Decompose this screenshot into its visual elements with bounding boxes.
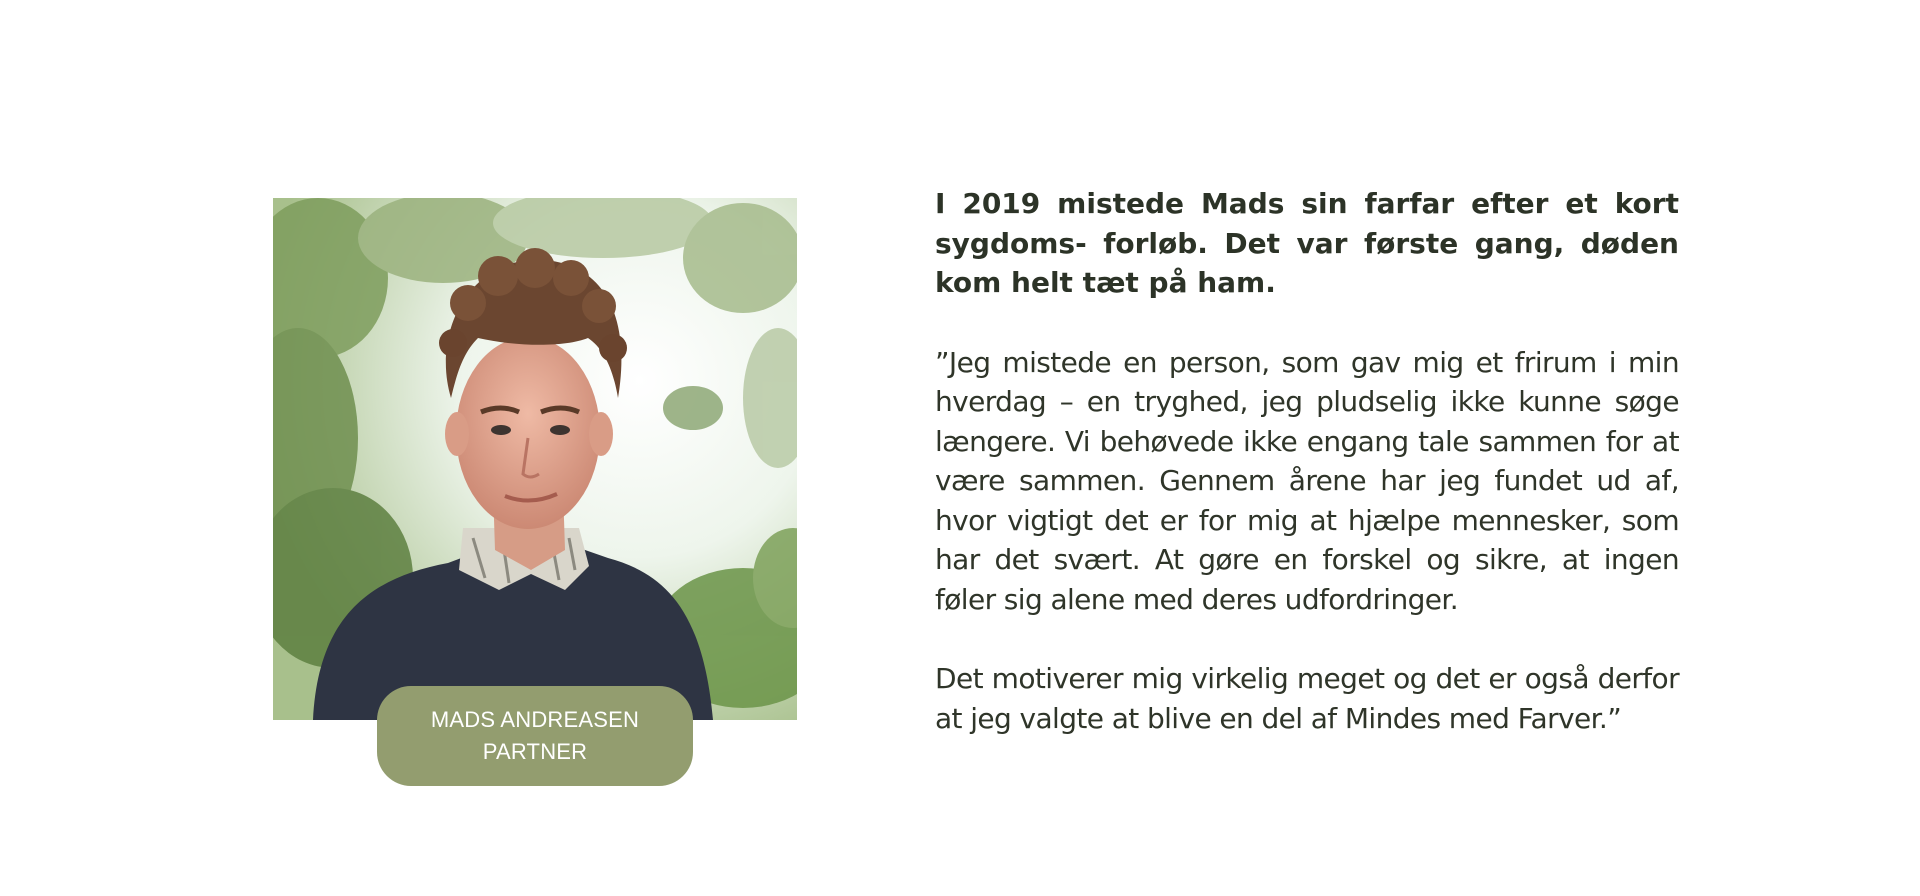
person-name: MADS ANDREASEN bbox=[430, 707, 640, 732]
profile-card bbox=[273, 198, 797, 786]
story-text bbox=[935, 184, 1679, 738]
name-badge bbox=[377, 686, 693, 786]
portrait-photo bbox=[273, 198, 797, 720]
story-intro: I 2019 mistede Mads sin farfar efter et kort sygdoms- forløb. Det var første gang, døden kom helt tæt på ham. bbox=[935, 187, 1679, 299]
story-quote-paragraph-2: Det motiverer mig virkelig meget og det er også derfor at jeg valgte at blive en del af Mindes med Farver.” bbox=[935, 662, 1679, 735]
person-role: PARTNER bbox=[482, 739, 588, 764]
story-quote-paragraph-1: ”Jeg mistede en person, som gav mig et frirum i min hverdag – en tryghed, jeg pludselig ikke kunne søge længere. Vi behøvede ikke engang tale sammen for at være sammen. Gennem årene har jeg fundet ud af, hvor vigtigt det er for mig at hjælpe mennesker, som har det svært. At gøre en forskel og sikre, at ingen føler sig alene med deres udfordringer. bbox=[935, 345, 1679, 616]
